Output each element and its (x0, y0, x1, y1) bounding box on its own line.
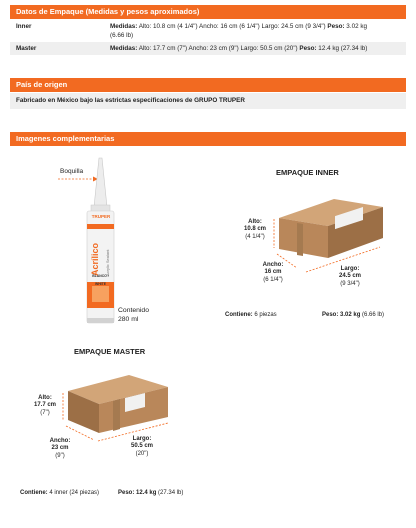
inner-row-measures: Medidas: Alto: 10.8 cm (4 1/4") Ancho: 16 cm (6 1/4") Largo: 24.5 cm (9 3/4") Peso: 3.02 kg (6.66 lb) (110, 23, 367, 39)
origin-section-header (10, 78, 406, 92)
master-weight: Peso: 12.4 kg (27.34 lb) (118, 490, 184, 496)
master-row-label: Master (10, 42, 104, 55)
master-alto-cm: 17.7 cm (33, 402, 57, 408)
table-row (10, 20, 406, 42)
inner-weight: Peso: 3.02 kg (6.66 lb) (322, 312, 385, 318)
master-largo-in: (20") (135, 451, 149, 457)
master-title: EMPAQUE MASTER (74, 347, 146, 356)
packaging-section-title: Datos de Empaque (Medidas y pesos aproximados) (16, 7, 200, 16)
master-alto-label: Alto: (38, 395, 52, 401)
master-ancho-cm: 23 cm (51, 445, 69, 451)
product-name: Acrílico (90, 242, 100, 276)
master-contents: Contiene: 4 inner (24 piezas) (20, 490, 100, 496)
content-value: 280 ml (118, 316, 139, 323)
packaging-section-header (10, 5, 406, 19)
images-section-title: Imagenes complementarias (16, 134, 115, 143)
inner-largo-label: Largo: (340, 266, 360, 272)
inner-largo-in: (9 3/4") (340, 281, 360, 287)
master-alto-in: (7") (40, 410, 50, 416)
product-brand: TRUPER (91, 214, 111, 219)
packaging-table (10, 20, 406, 55)
origin-section-title: País de origen (16, 80, 68, 89)
origin-text: Fabricado en México bajo las estrictas especificaciones de GRUPO TRUPER (10, 93, 406, 109)
product-subtitle: Acrylic Sealant (105, 249, 110, 276)
master-dimension-arrows (0, 0, 1, 1)
inner-ancho-in: (6 1/4") (263, 277, 283, 283)
master-largo-label: Largo: (132, 436, 152, 442)
inner-row-label: Inner (16, 23, 32, 30)
master-largo-cm: 50.5 cm (130, 443, 154, 449)
table-row (10, 42, 406, 55)
nozzle-label: Boquilla (60, 168, 84, 175)
master-ancho-label: Ancho: (49, 438, 71, 444)
images-section-header (10, 132, 406, 146)
inner-largo-cm: 24.5 cm (338, 273, 362, 279)
inner-ancho-label: Ancho: (262, 262, 284, 268)
inner-alto-in: (4 1/4") (245, 234, 265, 240)
master-row-measures: Medidas: Alto: 17.7 cm (7") Ancho: 23 cm (9") Largo: 50.5 cm (20") Peso: 12.4 kg (27.34 lb) (104, 42, 406, 55)
inner-ancho-cm: 16 cm (264, 269, 282, 275)
inner-alto-cm: 10.8 cm (243, 226, 267, 232)
inner-contents: Contiene: 6 piezas (225, 312, 277, 318)
inner-title: EMPAQUE INNER (276, 168, 339, 177)
content-label: Contenido (118, 307, 149, 314)
product-variant: BLANCO / WHITE (92, 274, 109, 286)
inner-alto-label: Alto: (248, 219, 262, 225)
master-ancho-in: (9") (55, 453, 65, 459)
